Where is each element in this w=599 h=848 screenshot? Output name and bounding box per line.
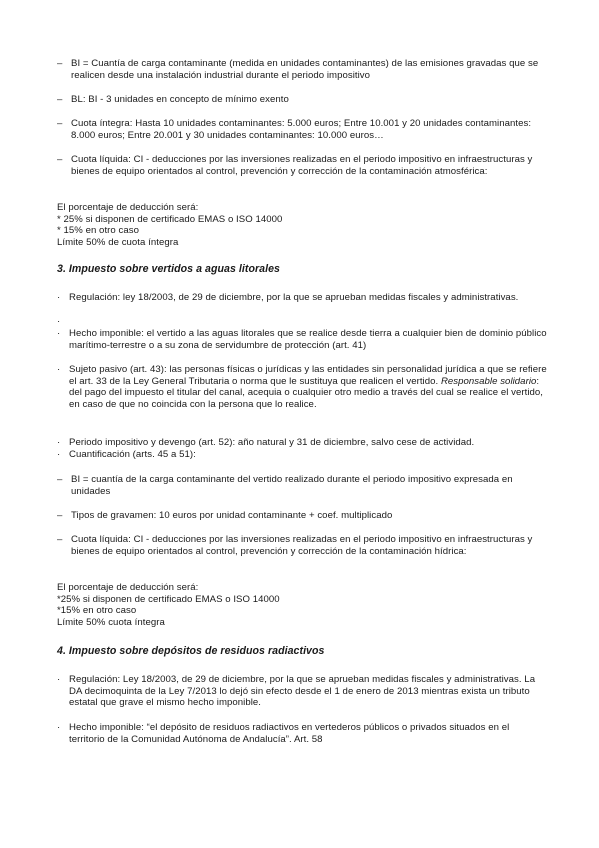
deduction-line: *25% si disponen de certificado EMAS o ISO 14000: [57, 593, 280, 605]
bullet-marker: ·: [57, 722, 61, 733]
item-text: Hecho imponible: “el depósito de residuos radiactivos en vertederos públicos o privados situados en el territorio de la Comunidad Autónoma de Andalucía”. Art. 58: [69, 722, 510, 745]
dash-marker: –: [57, 474, 63, 485]
item-text: [69, 364, 547, 410]
deduction-line: Límite 50% cuota íntegra: [57, 616, 165, 628]
bullet-marker: ·: [57, 316, 61, 327]
list-item-bl: [57, 94, 547, 106]
item-text: BL: BI - 3 unidades en concepto de mínimo exento: [71, 94, 289, 105]
list-item-cuota-integra: [57, 118, 547, 141]
list-item-periodo: [57, 437, 547, 449]
sujeto-text-italic: Responsable solidario: [440, 375, 537, 387]
bullet-marker: ·: [57, 364, 61, 375]
item-text: Cuota líquida: CI - deducciones por las inversiones realizadas en el periodo impositivo en infraestructuras y bienes de equipo orientados al control, prevención y corrección de la contaminación hídrica:: [71, 534, 533, 557]
deduction-line: El porcentaje de deducción será:: [57, 582, 199, 593]
list-item-bi: [57, 58, 547, 81]
deduction-block-1: [57, 202, 547, 248]
dash-marker: –: [57, 510, 63, 521]
item-text: Periodo impositivo y devengo (art. 52): año natural y 31 de diciembre, salvo cese de actividad.: [69, 437, 475, 448]
dash-marker: –: [57, 118, 63, 129]
dash-marker: –: [57, 534, 63, 545]
item-text: Cuota íntegra: Hasta 10 unidades contaminantes: 5.000 euros; Entre 10.001 y 20 unidades contaminantes: 8.000 euros; Entre 20.001 y 30 unidades contaminantes: 10.000 euros…: [71, 118, 532, 141]
bullet-marker: ·: [57, 449, 61, 460]
list-item-regulacion: [57, 292, 547, 304]
list-item-hecho-4: [57, 722, 547, 745]
bullet-marker: ·: [57, 437, 61, 448]
dash-marker: –: [57, 58, 63, 69]
list-item-cuota-liquida: [57, 154, 547, 177]
deduction-line: Límite 50% de cuota íntegra: [57, 236, 179, 248]
item-text: Hecho imponible: el vertido a las aguas litorales que se realice desde tierra a cualquier bien de dominio público marítimo-terrestre o a su zona de servidumbre de protección (art. 41): [69, 328, 547, 351]
bullet-marker: ·: [57, 328, 61, 339]
item-text: Regulación: ley 18/2003, de 29 de diciembre, por la que se aprueban medidas fiscales y administrativas.: [69, 292, 519, 303]
sujeto-text-b: : del pago del impuesto el titular del canal, acequia o cualquier otro medio a través del cual se realice el vertido, en caso de que no coincida con la persona que lo realice.: [69, 375, 543, 410]
list-item-cuota-liquida-hidrica: [57, 534, 547, 557]
deduction-line: *15% en otro caso: [57, 605, 137, 617]
sujeto-text-a: Sujeto pasivo (art. 43): las personas físicas o jurídicas y las entidades sin personalidad jurídica a que se refiere el art. 33 de la Ley General Tributaria o norma que le sustituya que realicen el vertido.: [69, 364, 547, 387]
deduction-line: El porcentaje de deducción será:: [57, 202, 199, 213]
bullet-marker: ·: [57, 674, 61, 685]
deduction-block-2: [57, 582, 547, 628]
list-item-hecho: [57, 328, 547, 351]
item-text: BI = Cuantía de carga contaminante (medida en unidades contaminantes) de las emisiones gravadas que se realicen desde una instalación industrial durante el periodo impositivo: [71, 58, 539, 81]
bullet-marker: ·: [57, 292, 61, 303]
item-text: BI = cuantía de la carga contaminante del vertido realizado durante el periodo impositivo expresada en unidades: [71, 474, 513, 497]
list-item-tipos: [57, 510, 547, 522]
dash-marker: –: [57, 94, 63, 105]
section-heading-4: 4. Impuesto sobre depósitos de residuos radiactivos: [57, 645, 325, 657]
deduction-line: * 15% en otro caso: [57, 225, 139, 237]
list-item-cuantificacion: [57, 449, 547, 461]
list-item-sujeto: [57, 364, 547, 410]
item-text: Tipos de gravamen: 10 euros por unidad contaminante + coef. multiplicado: [71, 510, 393, 521]
item-text: Regulación: Ley 18/2003, de 29 de diciembre, por la que se aprueban medidas fiscales y administrativas. La DA decimoquinta de la Ley 7/2013 lo dejó sin efecto desde el 1 de enero de 2013 mientras exista un tributo estatal que grave el mismo hecho imponible.: [69, 674, 536, 709]
dash-marker: –: [57, 154, 63, 165]
item-text: Cuantificación (arts. 45 a 51):: [69, 449, 196, 460]
list-item-regulacion-4: [57, 674, 547, 709]
section-heading-3: 3. Impuesto sobre vertidos a aguas litorales: [57, 263, 280, 275]
item-text: Cuota líquida: CI - deducciones por las inversiones realizadas en el periodo impositivo en infraestructuras y bienes de equipo orientados al control, prevención y corrección de la contaminación atmosférica:: [71, 154, 533, 177]
deduction-line: * 25% si disponen de certificado EMAS o ISO 14000: [57, 213, 283, 225]
list-item-bi-vertidos: [57, 474, 547, 497]
